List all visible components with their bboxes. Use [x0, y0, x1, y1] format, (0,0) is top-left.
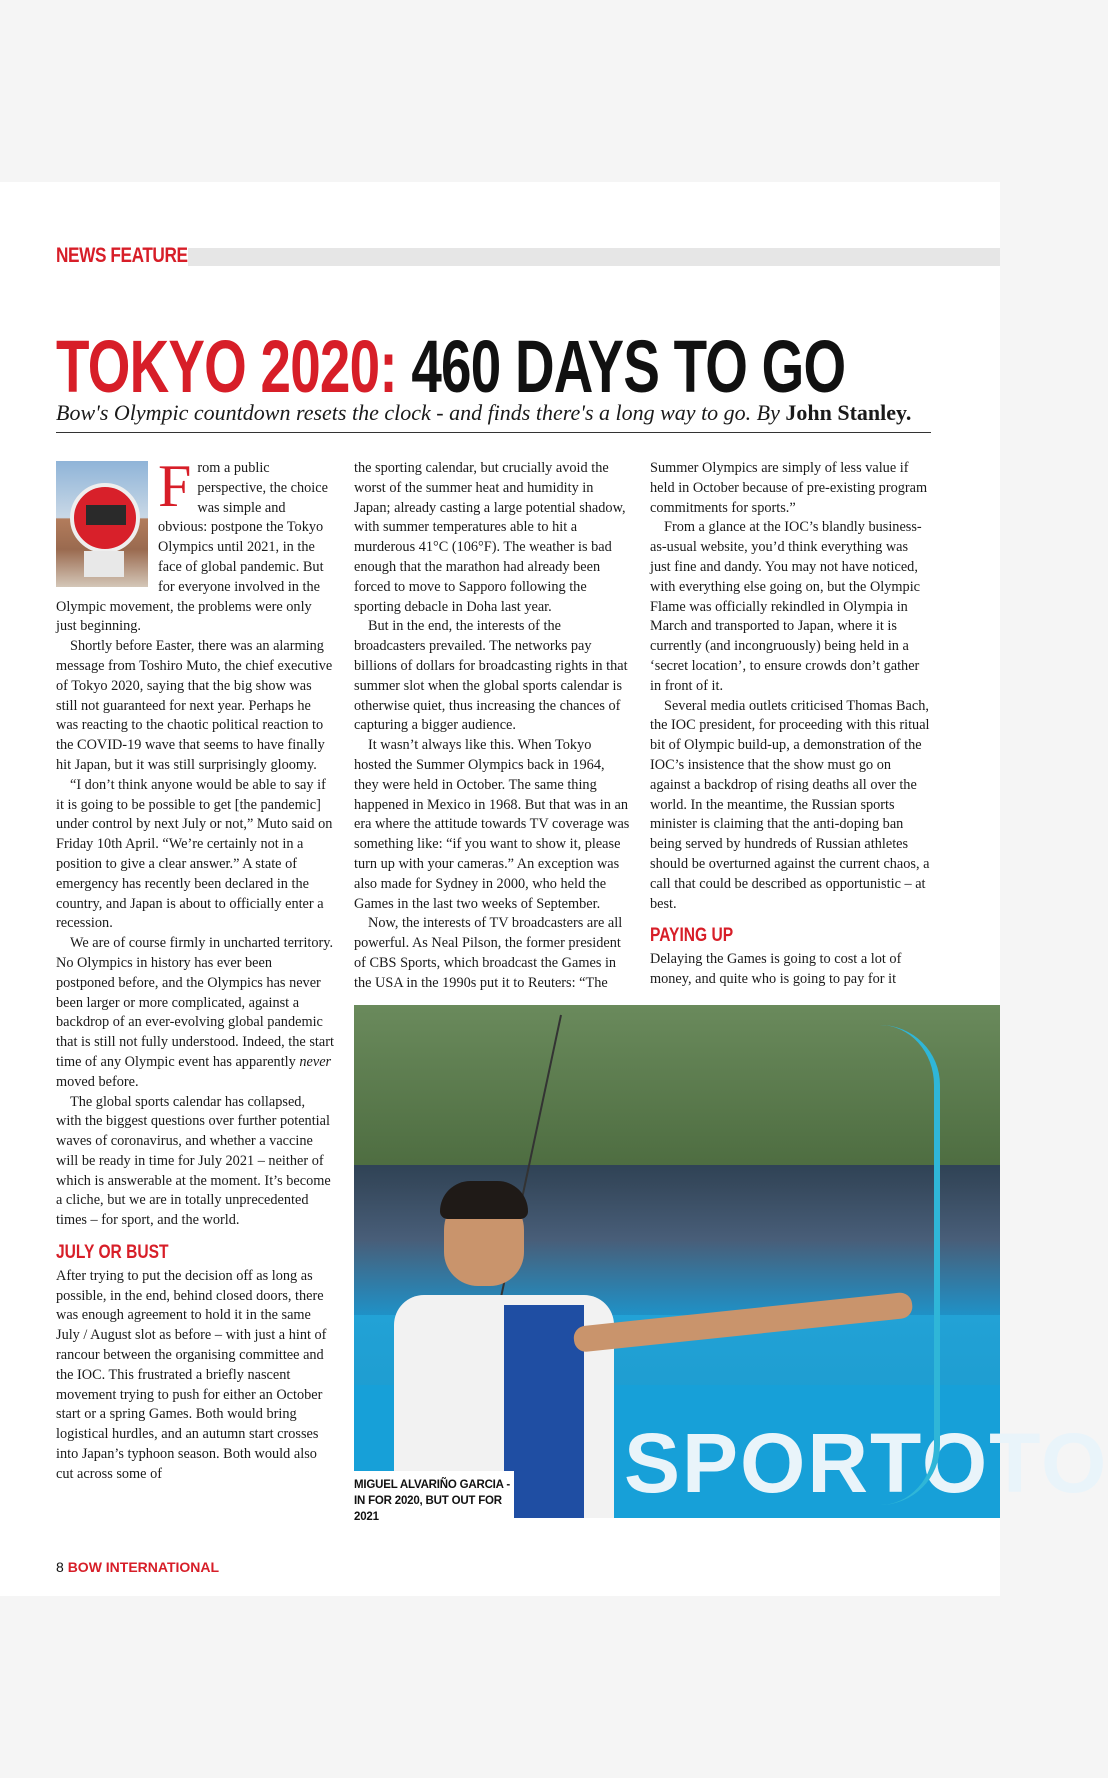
- advert-text: SPORTOTO: [624, 1416, 1108, 1510]
- photo-caption: MIGUEL ALVARIÑO GARCIA - IN FOR 2020, BUT OUT FOR 2021: [354, 1471, 514, 1533]
- author-name: John Stanley.: [785, 400, 912, 425]
- paragraph: The global sports calendar has collapsed, with the biggest questions over further potential waves of coronavirus, and whether a vaccine will be ready in time for July 2021 – neither of which is answerable at the moment. It’s become a cliche, but we are in totally unprecedented times – for sport, and the world.: [56, 1093, 331, 1229]
- paragraph: Delaying the Games is going to cost a lot of money, and quite who is going to pay for it: [650, 951, 902, 987]
- paragraph: After trying to put the decision off as long as possible, in the end, behind closed doors, there was enough agreement to hold it in the same July / August slot as before – with just a hint of rancour between the organising committee and the IOC. This frustrated a briefly nascent movement trying to push for either an October start or a spring Games. Both would bring logistical hurdles, and an autumn start crosses into Japan’s typhoon season. Both would also cut across some of: [56, 1267, 327, 1482]
- paragraph: “I don’t think anyone would be able to say if it is going to be possible to get [the pandemic] under control by next July or not,” Muto said on Friday 10th April. “We’re certainly not in a position to give a clear answer.” A state of emergency has recently been declared in the country, and Japan is about to officially enter a recession.: [56, 776, 333, 932]
- subhead-july-or-bust: JULY OR BUST: [56, 1242, 169, 1264]
- paragraph: From a glance at the IOC’s blandly business-as-usual website, you’d think everything was just fine and dandy. You may not have noticed, with everything else going on, but the Olympic Flame was officially rekindled in Olympia in March and transported to Japan, where it is currently (and incongruously) being held in a ‘secret location’, to ensure crowds don’t gather in front of it.: [650, 519, 922, 694]
- archer-photo: [354, 1005, 1108, 1518]
- paragraph: Shortly before Easter, there was an alarming message from Toshiro Muto, the chief executive of Tokyo 2020, saying that the big show was still not guaranteed for next year. Perhaps he was reacting to the chaotic political reaction to the COVID-19 wave that seems to have finally hit Japan, but it was still surprisingly gloomy.: [56, 638, 333, 773]
- section-bar: [188, 248, 1000, 266]
- paragraph: Now, the interests of TV broadcasters are all powerful. As Neal Pilson, the former president of CBS Sports, which broadcast the Games in the USA in the 1990s put it to Reuters: “The: [354, 915, 623, 991]
- paragraph: the sporting calendar, but crucially avoid the worst of the summer heat and humidity in Japan; already casting a large potential shadow, with summer temperatures able to hit a murderous 41°C (106°F). The weather is bad enough that the marathon had already been forced to move to Sapporo following the sporting debacle in Doha last year.: [354, 460, 626, 615]
- bow: [874, 1025, 940, 1505]
- paragraph: We are of course firmly in uncharted territory. No Olympics in history has ever been postponed before, and the Olympics has never been larger or more complicated, against a backdrop of an ever-evolving global pandemic that is still not fully understood. Indeed, the start time of any Olympic event has apparently never moved before.: [56, 935, 334, 1090]
- paragraph: Several media outlets criticised Thomas Bach, the IOC president, for proceeding with this ritual bit of Olympic build-up, a demonstration of the IOC’s insistence that the show must go on against a backdrop of rising deaths all over the world. In the meantime, the Russian sports minister is claiming that the anti-doping ban being served by hundreds of Russian athletes should be overturned against the current chaos, a call that could be described as opportunistic – at best.: [650, 697, 930, 912]
- section-label: NEWS FEATURE: [56, 244, 188, 267]
- paragraph: It wasn’t always like this. When Tokyo hosted the Summer Olympics back in 1964, they were held in October. The same thing happened in Mexico in 1968. But that was in an era where the attitude towards TV coverage was something like: “if you want to show it, please turn up with your cameras.” An exception was also made for Sydney in 2000, who held the Games in the last two weeks of September.: [354, 737, 630, 912]
- standfirst: [56, 400, 936, 426]
- headline-rule: [56, 432, 931, 433]
- column-1: [56, 453, 334, 1485]
- headline-black: 460 DAYS TO GO: [396, 325, 846, 408]
- drop-cap: F: [158, 453, 192, 519]
- standfirst-text: Bow's Olympic countdown resets the clock - and finds there's a long way to go. By: [56, 400, 786, 425]
- archer-vest: [504, 1305, 584, 1518]
- page-number: 8: [56, 1559, 68, 1575]
- magazine-page: [0, 182, 1108, 1596]
- countdown-clock-image: [56, 461, 148, 587]
- archer-hair: [440, 1181, 528, 1219]
- subhead-paying-up: PAYING UP: [650, 925, 734, 947]
- headline-red: TOKYO 2020:: [56, 325, 397, 408]
- column-2: [354, 459, 632, 994]
- paragraph: Summer Olympics are simply of less value if held in October because of pre-existing program commitments for sports.”: [650, 460, 928, 516]
- paragraph: But in the end, the interests of the broadcasters prevailed. The networks pay billions of dollars for broadcasting rights in that summer slot when the global sports calendar is otherwise quiet, thus increasing the chances of capturing a bigger audience.: [354, 618, 628, 734]
- page-folio: [56, 1559, 219, 1575]
- magazine-title: BOW INTERNATIONAL: [67, 1559, 220, 1575]
- column-3: [650, 459, 930, 990]
- headline: [56, 327, 845, 407]
- paragraph: From a public perspective, the choice was simple and obvious: postpone the Tokyo Olympics until 2021, in the face of global pandemic. But for everyone involved in the Olympic movement, the problems were only just beginning.: [56, 453, 328, 635]
